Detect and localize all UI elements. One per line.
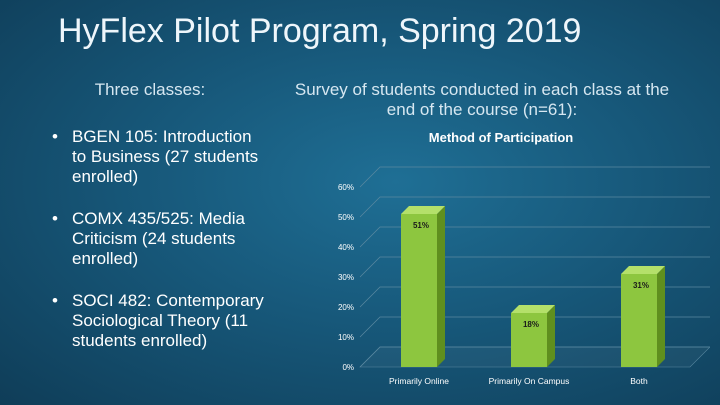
data-label: 31% <box>632 281 650 290</box>
chart-title: Method of Participation <box>428 130 574 145</box>
gridline <box>360 167 710 187</box>
bullet-dot-icon: • <box>52 127 58 146</box>
bullet-dot-icon: • <box>52 291 58 310</box>
slide-title: HyFlex Pilot Program, Spring 2019 <box>58 12 582 50</box>
category-label: Both <box>630 376 648 386</box>
bullet-dot-icon: • <box>52 209 58 228</box>
class-list-item <box>50 209 265 269</box>
category-label: Primarily On Campus <box>488 376 570 386</box>
y-tick-label: 20% <box>337 303 354 312</box>
participation-chart <box>320 130 710 400</box>
y-tick-label: 30% <box>337 273 354 282</box>
bar <box>401 214 437 367</box>
class-list-item-text: BGEN 105: Introduction to Business (27 students enrolled) <box>72 127 259 186</box>
y-tick-label: 40% <box>337 243 354 252</box>
classes-heading: Three classes: <box>94 80 206 99</box>
bar-side <box>547 305 555 367</box>
category-label: Primarily Online <box>389 376 449 386</box>
class-list-item <box>50 127 265 187</box>
y-tick-label: 50% <box>337 213 354 222</box>
bar-side <box>657 266 665 367</box>
y-tick-label: 0% <box>342 363 354 372</box>
bar-side <box>437 206 445 367</box>
class-list <box>50 127 265 373</box>
survey-heading: Survey of students conducted in each class at the end of the course (n=61): <box>294 80 670 119</box>
y-tick-label: 60% <box>337 183 354 192</box>
class-list-item <box>50 291 265 351</box>
y-tick-label: 10% <box>337 333 354 342</box>
data-label: 18% <box>522 320 540 329</box>
class-list-item-text: SOCI 482: Contemporary Sociological Theory (11 students enrolled) <box>72 291 264 350</box>
data-label: 51% <box>412 221 430 230</box>
class-list-item-text: COMX 435/525: Media Criticism (24 students enrolled) <box>72 209 245 268</box>
chart-plot <box>320 130 710 400</box>
